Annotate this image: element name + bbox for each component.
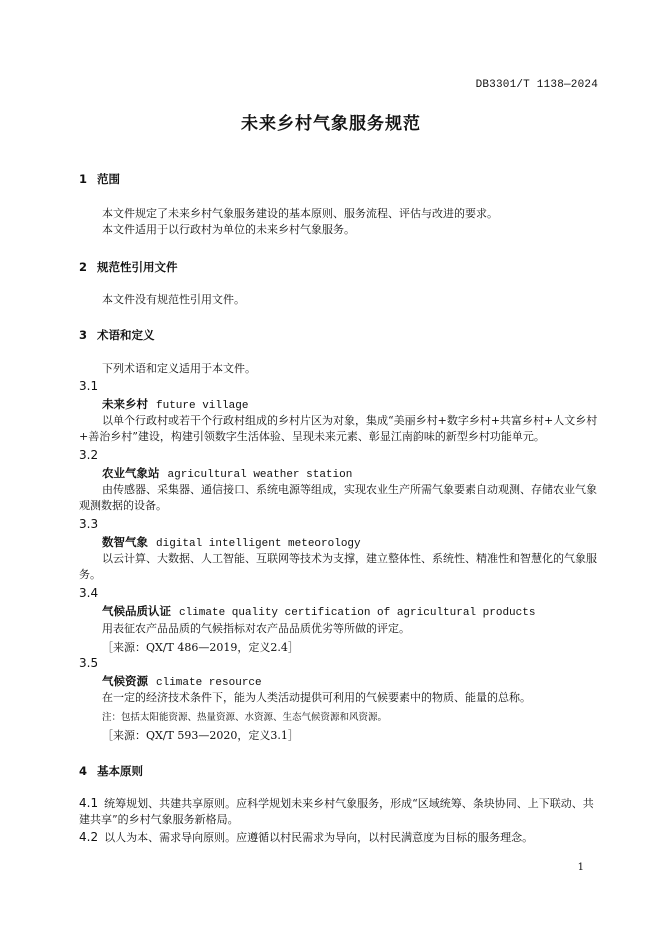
- term-definition: 在一定的经济技术条件下，能为人类活动提供可利用的气候要素中的物质、能量的总称。: [102, 691, 531, 704]
- section-title: 规范性引用文件: [97, 260, 178, 274]
- section-number: 2: [79, 260, 88, 274]
- section-heading-normative-references: [79, 259, 178, 275]
- term-name: [102, 534, 361, 550]
- term-number: 3.1: [79, 379, 99, 393]
- paragraph: 本文件规定了未来乡村气象服务建设的基本原则、服务流程、评估与改进的要求。: [102, 207, 498, 220]
- paragraph: 本文件适用于以行政村为单位的未来乡村气象服务。: [102, 223, 355, 236]
- term-number: 3.5: [79, 656, 99, 670]
- term-name: [102, 603, 535, 619]
- term-chinese: 农业气象站: [102, 466, 160, 480]
- term-chinese: 未来乡村: [102, 397, 148, 411]
- section-number: 4: [79, 764, 88, 778]
- term-english: digital intelligent meteorology: [156, 538, 361, 550]
- term-source: ［来源：QX/T 593—2020，定义3.1］: [102, 729, 299, 742]
- clause-4-2: [79, 829, 603, 846]
- page-number: 1: [577, 862, 584, 873]
- term-english: future village: [156, 400, 249, 412]
- term-english: agricultural weather station: [167, 469, 353, 481]
- section-heading-scope: [79, 171, 120, 187]
- section-number: 3: [79, 328, 88, 342]
- section-number: 1: [79, 172, 88, 186]
- clause-number: 4.1: [79, 796, 99, 810]
- section-title: 术语和定义: [97, 328, 155, 342]
- clause-number: 4.2: [79, 830, 99, 844]
- term-number: 3.2: [79, 448, 99, 462]
- term-name: [102, 465, 352, 481]
- term-chinese: 气候品质认证: [102, 604, 171, 618]
- term-english: climate resource: [156, 677, 262, 689]
- paragraph: 本文件没有规范性引用文件。: [102, 293, 245, 306]
- standard-code: DB3301/T 1138—2024: [475, 79, 598, 91]
- term-english: climate quality certification of agricultural products: [179, 607, 536, 619]
- term-number: 3.3: [79, 517, 99, 531]
- section-heading-basic-principles: [79, 763, 143, 779]
- document-title: 未来乡村气象服务规范: [241, 114, 421, 134]
- section-heading-terms: [79, 327, 155, 343]
- term-definition: 以单个行政村或若干个行政村组成的乡村片区为对象，集成“美丽乡村+数字乡村+共富乡村+人文乡村+善治乡村”建设，构建引领数字生活体验、呈现未来元素、彰显江南韵味的新型乡村功能单元。: [79, 414, 598, 443]
- term-definition: 用表征农产品品质的气候指标对农产品品质优劣等所做的评定。: [102, 622, 410, 635]
- term-note: 注：包括太阳能资源、热量资源、水资源、生态气候资源和风资源。: [102, 712, 388, 723]
- section-title: 范围: [97, 172, 120, 186]
- section-title: 基本原则: [97, 764, 143, 778]
- term-definition: 以云计算、大数据、人工智能、互联网等技术为支撑，建立整体性、系统性、精准性和智慧化的气象服务。: [79, 552, 597, 581]
- clause-4-1: [79, 795, 603, 828]
- term-definition: 由传感器、采集器、通信接口、系统电源等组成，实现农业生产所需气象要素自动观测、存储农业气象观测数据的设备。: [79, 483, 597, 512]
- term-chinese: 数智气象: [102, 535, 148, 549]
- paragraph: 下列术语和定义适用于本文件。: [102, 362, 256, 375]
- clause-text: 以人为本、需求导向原则。应遵循以村民需求为导向，以村民满意度为目标的服务理念。: [104, 831, 534, 844]
- term-number: 3.4: [79, 586, 99, 600]
- term-name: [102, 396, 248, 412]
- term-chinese: 气候资源: [102, 674, 148, 688]
- clause-text: 统筹规划、共建共享原则。应科学规划未来乡村气象服务，形成“区域统筹、条块协同、上下联动、共建共享”的乡村气象服务新格局。: [79, 797, 594, 826]
- term-source: ［来源：QX/T 486—2019，定义2.4］: [102, 641, 299, 654]
- term-name: [102, 673, 262, 689]
